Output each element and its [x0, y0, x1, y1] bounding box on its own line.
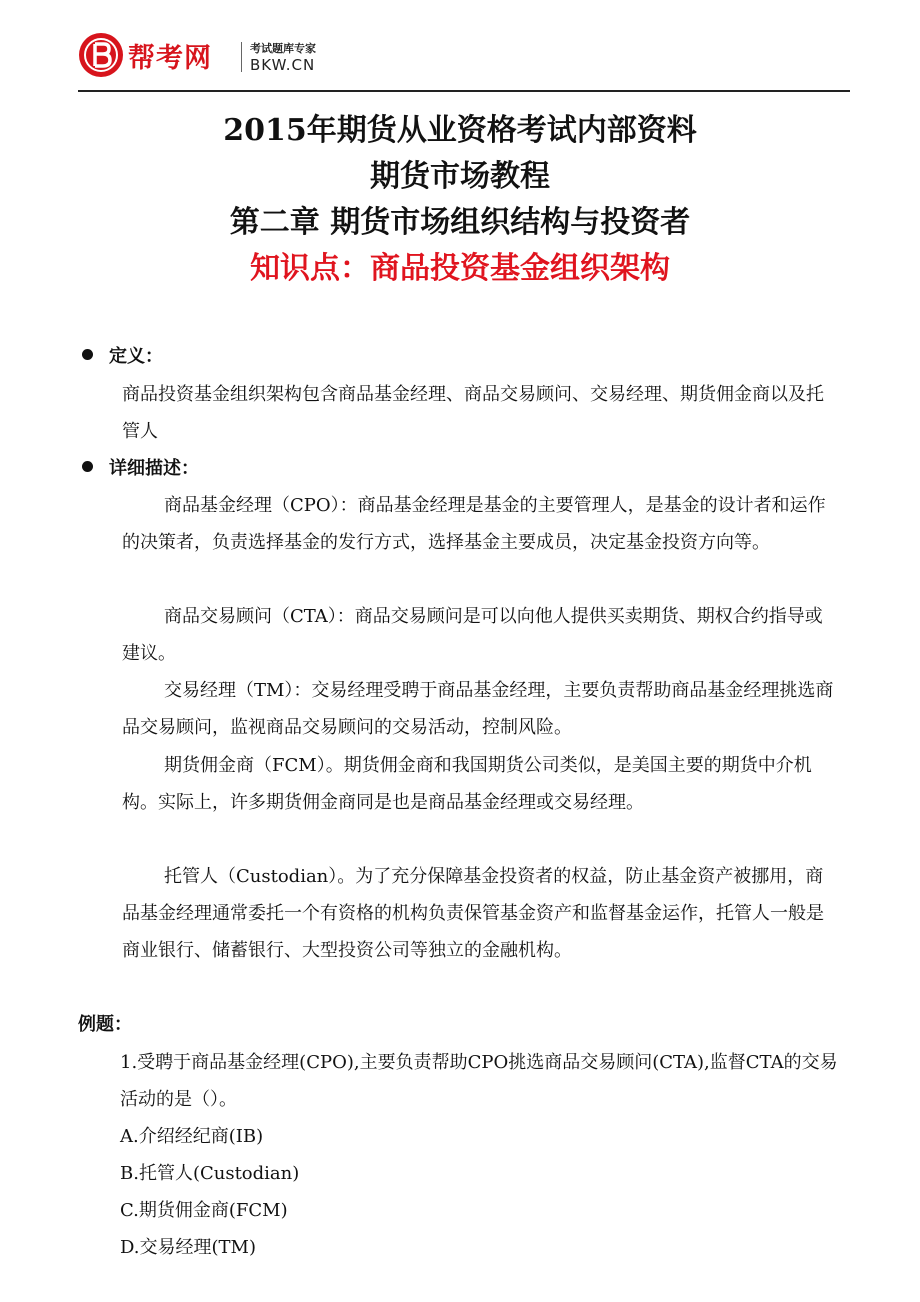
option-c: C.期货佣金商(FCM) [120, 1200, 288, 1221]
detail-paragraph-cpo: 商品基金经理（CPO）：商品基金经理是基金的主要管理人，是基金的设计者和运作的决策者，负责选择基金的发行方式，选择基金主要成员，决定基金投资方向等。 [122, 495, 826, 553]
definition-heading-label: 定义： [109, 346, 163, 367]
detail-paragraph-fcm: 期货佣金商（FCM）。期货佣金商和我国期货公司类似，是美国主要的期货中介机构。实际上，许多期货佣金商同是也是商品基金经理或交易经理。 [122, 755, 812, 813]
bullet-icon [82, 461, 93, 472]
knowledge-point-title: 知识点：商品投资基金组织架构 [250, 251, 670, 286]
logo-divider [241, 42, 242, 72]
definition-text: 商品投资基金组织架构包含商品基金经理、商品交易顾问、交易经理、期货佣金商以及托管人 [122, 384, 824, 442]
title-line-3: 第二章 期货市场组织结构与投资者 [229, 205, 691, 240]
details-heading [82, 456, 199, 482]
page-header [78, 28, 850, 92]
option-b: B.托管人(Custodian) [120, 1163, 300, 1184]
detail-paragraph-cta: 商品交易顾问（CTA）：商品交易顾问是可以向他人提供买卖期货、期权合约指导或建议。 [122, 606, 823, 664]
option-d: D.交易经理(TM) [120, 1237, 256, 1258]
title-line-1: 2015年期货从业资格考试内部资料 [223, 113, 697, 148]
logo-icon [78, 32, 124, 78]
details-heading-label: 详细描述： [109, 458, 199, 479]
logo-tagline: 考试题库专家 [250, 42, 316, 55]
detail-paragraph-custodian: 托管人（Custodian）。为了充分保障基金投资者的权益，防止基金资产被挪用，商品基金经理通常委托一个有资格的机构负责保管基金资产和监督基金运作，托管人一般是商业银行、储蓄银行、大型投资公司等独立的金融机构。 [122, 866, 824, 961]
title-block [0, 108, 920, 292]
definition-heading [82, 344, 163, 370]
logo-domain: BKW.CN [250, 56, 316, 74]
title-line-2: 期货市场教程 [370, 159, 550, 194]
example-heading: 例题： [78, 1014, 132, 1035]
detail-paragraph-tm: 交易经理（TM）：交易经理受聘于商品基金经理，主要负责帮助商品基金经理挑选商品交易顾问，监视商品交易顾问的交易活动，控制风险。 [122, 680, 834, 738]
bullet-icon [82, 349, 93, 360]
example-question: 1.受聘于商品基金经理(CPO),主要负责帮助CPO挑选商品交易顾问(CTA),监督CTA的交易活动的是（）。 [120, 1052, 838, 1110]
logo-text: 帮考网 [128, 43, 212, 74]
option-a: A.介绍经纪商(IB) [120, 1126, 264, 1147]
